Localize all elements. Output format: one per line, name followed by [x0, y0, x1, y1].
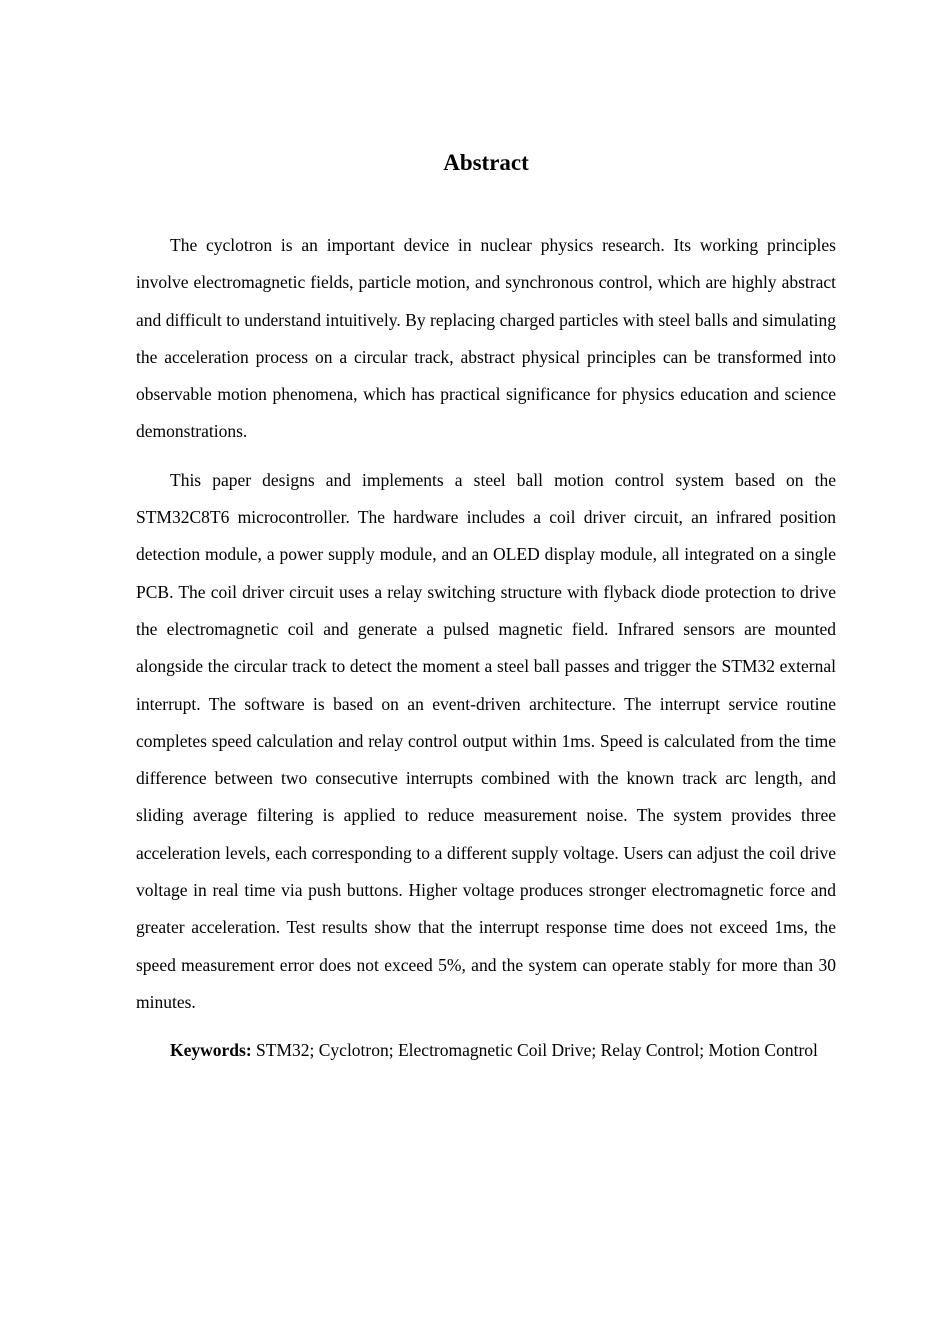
keywords-label: Keywords:	[170, 1040, 252, 1061]
abstract-paragraph-1: The cyclotron is an important device in nuclear physics research. Its working principles involve electromagnetic fields, particle motion, and synchronous control, which are highly abstract and difficult to understand intuitively. By replacing charged particles with steel balls and simulating the acceleration process on a circular track, abstract physical principles can be transformed into observable motion phenomena, which has practical significance for physics education and science demonstrations.	[136, 235, 836, 442]
keywords-line	[136, 1032, 836, 1069]
keywords-text: STM32; Cyclotron; Electromagnetic Coil Drive; Relay Control; Motion Control	[251, 1040, 818, 1061]
document-page	[136, 148, 836, 1081]
abstract-paragraph-2: This paper designs and implements a steel ball motion control system based on the STM32C8T6 microcontroller. The hardware includes a coil driver circuit, an infrared position detection module, a power supply module, and an OLED display module, all integrated on a single PCB. The coil driver circuit uses a relay switching structure with flyback diode protection to drive the electromagnetic coil and generate a pulsed magnetic field. Infrared sensors are mounted alongside the circular track to detect the moment a steel ball passes and trigger the STM32 external interrupt. The software is based on an event-driven architecture. The interrupt service routine completes speed calculation and relay control output within 1ms. Speed is calculated from the time difference between two consecutive interrupts combined with the known track arc length, and sliding average filtering is applied to reduce measurement noise. The system provides three acceleration levels, each corresponding to a different supply voltage. Users can adjust the coil drive voltage in real time via push buttons. Higher voltage produces stronger electromagnetic force and greater acceleration. Test results show that the interrupt response time does not exceed 1ms, the speed measurement error does not exceed 5%, and the system can operate stably for more than 30 minutes.	[136, 469, 836, 1012]
abstract-title: Abstract	[443, 150, 529, 175]
